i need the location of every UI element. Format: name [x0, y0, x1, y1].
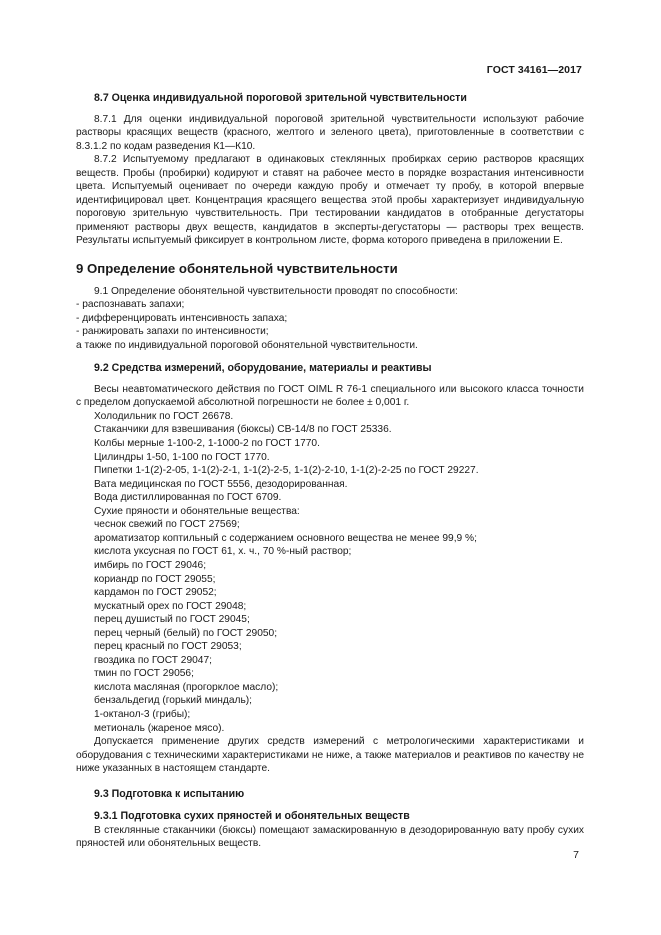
list-item: чеснок свежий по ГОСТ 27569;: [94, 519, 240, 531]
substances-list: [76, 518, 584, 735]
list-item: - распознавать запахи;: [76, 299, 185, 311]
list-item: Вода дистиллированная по ГОСТ 6709.: [94, 492, 282, 504]
list-item: мускатный орех по ГОСТ 29048;: [94, 600, 247, 612]
standard-header: ГОСТ 34161—2017: [486, 64, 582, 76]
list-item: 1-октанол-3 (грибы);: [94, 708, 191, 720]
list-item: гвоздика по ГОСТ 29047;: [94, 654, 212, 666]
list-item: Колбы мерные 1-100-2, 1-1000-2 по ГОСТ 1770.: [94, 438, 320, 450]
list-item: метиональ (жареное мясо).: [94, 722, 225, 734]
abilities-list: [76, 298, 584, 352]
page-content: [76, 92, 584, 851]
para-9-3-1: В стеклянные стаканчики (бюксы) помещают замаскированную в дезодорированную вату пробу сухих пряностей или обонятельных веществ.: [76, 824, 584, 850]
list-item: кислота масляная (прогорклое масло);: [94, 681, 279, 693]
list-item: перец черный (белый) по ГОСТ 29050;: [94, 627, 278, 639]
list-item: кардамон по ГОСТ 29052;: [94, 587, 217, 599]
page-number: 7: [573, 849, 579, 861]
list-item: имбирь по ГОСТ 29046;: [94, 559, 207, 571]
list-item: перец душистый по ГОСТ 29045;: [94, 614, 250, 626]
equipment-list: [76, 410, 584, 518]
section-9-title: 9 Определение обонятельной чувствительности: [76, 261, 398, 277]
para-8-7-1-line2: растворы красящих веществ (красного, желтого и зеленого цвета), приготовленные в соответствии с: [76, 127, 584, 139]
list-item: - дифференцировать интенсивность запаха;: [76, 312, 288, 324]
para-scales: Весы неавтоматического действия по ГОСТ OIML R 76-1 специального или высокого класса точности с пределом допускаемой абсолютной погрешности не более ± 0,001 г.: [76, 383, 584, 409]
section-9-2-title: 9.2 Средства измерений, оборудование, материалы и реактивы: [94, 362, 432, 375]
para-allowed: Допускается применение других средств измерений с метрологическими характеристиками и оборудования с техническими характеристиками не ниже, а также материалов и реактивов по качеству не ниже указанных в настоящем стандарте.: [76, 736, 584, 775]
list-item: Стаканчики для взвешивания (бюксы) СВ-14/8 по ГОСТ 25336.: [94, 424, 392, 436]
list-item: тмин по ГОСТ 29056;: [94, 668, 194, 680]
list-item: а также по индивидуальной пороговой обонятельной чувствительности.: [76, 339, 418, 351]
list-item: - ранжировать запахи по интенсивности;: [76, 326, 269, 338]
list-item: бензальдегид (горький миндаль);: [94, 695, 252, 707]
list-item: Сухие пряности и обонятельные вещества:: [94, 505, 300, 517]
para-8-7-1-line3: 8.3.1.2 по кодам разведения К1—К10.: [76, 140, 256, 152]
list-item: Пипетки 1-1(2)-2-05, 1-1(2)-2-1, 1-1(2)-2-5, 1-1(2)-2-10, 1-1(2)-2-25 по ГОСТ 29227.: [94, 465, 479, 477]
list-item: перец красный по ГОСТ 29053;: [94, 641, 242, 653]
para-8-7-1-line1: 8.7.1 Для оценки индивидуальной пороговой зрительной чувствительности используют рабочие: [94, 113, 584, 125]
section-8-7-title: 8.7 Оценка индивидуальной пороговой зрительной чувствительности: [94, 92, 467, 104]
list-item: кориандр по ГОСТ 29055;: [94, 573, 216, 585]
list-item: кислота уксусная по ГОСТ 61, х. ч., 70 %-ный раствор;: [94, 546, 352, 558]
list-item: Холодильник по ГОСТ 26678.: [94, 410, 234, 422]
para-8-7-2: 8.7.2 Испытуемому предлагают в одинаковых стеклянных пробирках серию растворов красящих веществ. Пробы (пробирки) кодируют и ставят на рабочее место в порядке возрастания интенсивности цвета. Испытуемый оценивает по очереди каждую пробу и отмечает ту пробу, в которой впервые идентифицировал цвет. Концентрация красящего вещества этой пробы характеризует индивидуальную пороговую зрительную чувствительность. При тестировании кандидатов в отобранные дегустаторы применяют растворы двух веществ, кандидатов в эксперты-дегустаторы — растворы трех веществ. Результаты испытуемый фиксирует в контрольном листе, форма которого приведена в приложении Е.: [76, 154, 584, 247]
list-item: Цилиндры 1-50, 1-100 по ГОСТ 1770.: [94, 451, 270, 463]
para-9-1: 9.1 Определение обонятельной чувствительности проводят по способности:: [94, 285, 458, 297]
section-9-3-title: 9.3 Подготовка к испытанию: [94, 787, 245, 800]
list-item: Вата медицинская по ГОСТ 5556, дезодорированная.: [94, 478, 348, 490]
list-item: ароматизатор коптильный с содержанием основного вещества не менее 99,9 %;: [94, 532, 477, 544]
section-9-3-1-title: 9.3.1 Подготовка сухих пряностей и обонятельных веществ: [94, 810, 410, 823]
